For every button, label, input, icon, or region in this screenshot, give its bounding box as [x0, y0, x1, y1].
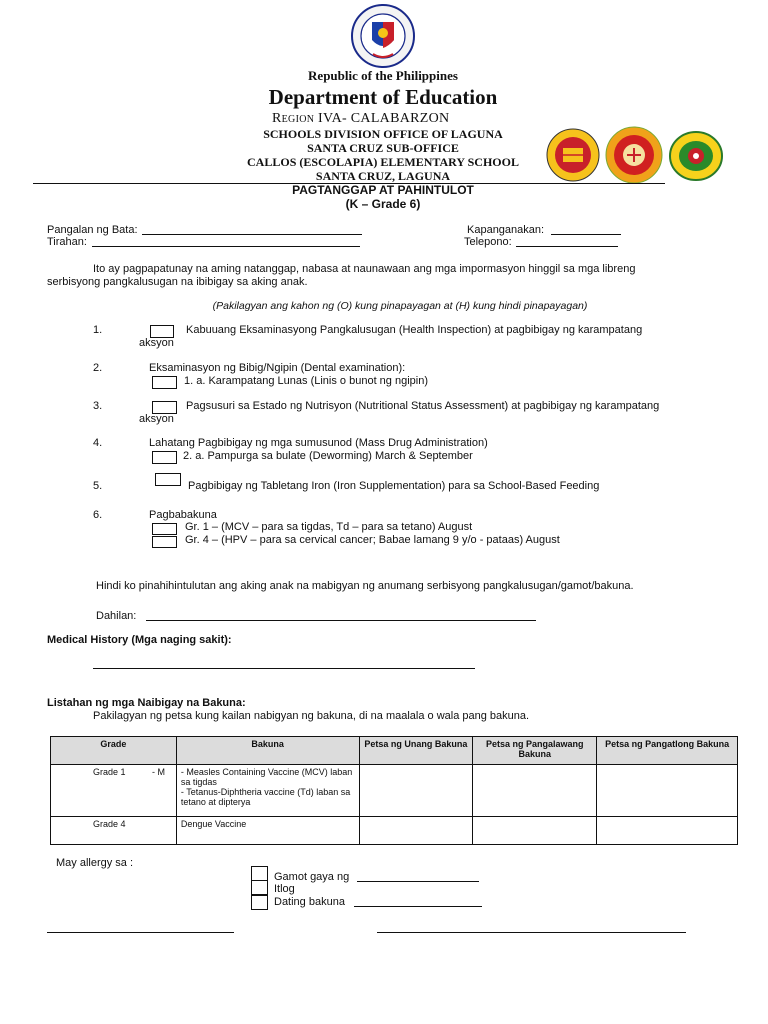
- row1-vaccine-2: - Tetanus-Diphtheria vaccine (Td) laban sa tetano at dipterya: [180, 787, 351, 807]
- region-line: Region IVA- CALABARZON: [272, 111, 450, 126]
- row1-grade-cell: [51, 765, 177, 817]
- row1-vaccine-1: - Measles Containing Vaccine (MCV) laban sa tigdas: [180, 767, 353, 787]
- item-6-gr1-checkbox[interactable]: [152, 523, 177, 535]
- kapanganakan-label: Kapanganakan:: [467, 224, 545, 236]
- form-subtitle: (K – Grade 6): [345, 197, 421, 211]
- dahilan-label: Dahilan:: [96, 610, 137, 622]
- signature-line-right[interactable]: [377, 932, 686, 933]
- allergy-dating-input[interactable]: [354, 906, 482, 907]
- school-logo-3: [669, 131, 723, 181]
- deped-seal: [345, 4, 421, 68]
- header-pangatlong: Petsa ng Pangatlong Bakuna: [597, 737, 738, 765]
- dahilan-input[interactable]: [146, 620, 536, 621]
- tirahan-label: Tirahan:: [47, 236, 87, 248]
- item-4-text: Lahatang Pagbibigay ng mga sumusunod (Mass Drug Administration): [149, 437, 488, 449]
- listahan-title: Listahan ng mga Naibigay na Bakuna:: [47, 697, 246, 709]
- item-2-number: 2.: [93, 362, 103, 374]
- row2-date-3[interactable]: [597, 817, 738, 845]
- header-grade: Grade: [51, 737, 177, 765]
- tirahan-input[interactable]: [92, 246, 360, 247]
- intro-paragraph: Ito ay pagpapatunay na aming natanggap, nabasa at naunawaan ang mga impormasyon hinggil sa mga libreng serbisyong pangkalusugan na ibibigay sa aking anak.: [47, 263, 636, 288]
- row2-bakuna-cell: [176, 817, 359, 845]
- republic-line: Republic of the Philippines: [308, 68, 458, 83]
- item-2a-checkbox[interactable]: [152, 376, 177, 389]
- item-5-number: 5.: [93, 480, 103, 492]
- item-5-checkbox[interactable]: [155, 473, 181, 486]
- signature-line-left[interactable]: [47, 932, 234, 933]
- row2-date-1[interactable]: [359, 817, 473, 845]
- item-2a-text: 1. a. Karampatang Lunas (Linis o bunot ng ngipin): [184, 375, 428, 387]
- item-6-number: 6.: [93, 509, 103, 521]
- item-4-number: 4.: [93, 437, 103, 449]
- row1-mark: - M: [152, 767, 166, 777]
- sub-office-line: SANTA CRUZ SUB-OFFICE: [307, 141, 459, 155]
- medical-history-input[interactable]: [93, 668, 475, 669]
- header-bakuna: Bakuna: [176, 737, 359, 765]
- school-logo-2: [605, 126, 663, 184]
- school-logo-1: [546, 128, 600, 182]
- item-6-gr4-checkbox[interactable]: [152, 536, 177, 548]
- item-3-text: Pagsusuri sa Estado ng Nutrisyon (Nutritional Status Assessment) at pagbibigay ng karampatang: [186, 400, 660, 412]
- item-1-text: Kabuuang Eksaminasyong Pangkalusugan (Health Inspection) at pagbibigay ng karampatang: [186, 324, 643, 336]
- instruction-text: (Pakilagyan ang kahon ng (O) kung pinapayagan at (H) kung hindi pinapayagan): [212, 300, 588, 312]
- item-3-cont: aksyon: [139, 413, 174, 425]
- telepono-label: Telepono:: [464, 236, 512, 248]
- allergy-label: May allergy sa :: [56, 857, 134, 869]
- division-line: SCHOOLS DIVISION OFFICE OF LAGUNA: [263, 127, 503, 141]
- table-row: [51, 817, 738, 845]
- row2-date-2[interactable]: [473, 817, 597, 845]
- item-5-text: Pagbibigay ng Tabletang Iron (Iron Supplementation) para sa School-Based Feeding: [188, 480, 600, 492]
- item-6-gr1-text: Gr. 1 – (MCV – para sa tigdas, Td – para sa tetano) August: [185, 521, 473, 533]
- refusal-text: Hindi ko pinahihintulutan ang aking anak na mabigyan ng anumang serbisyong pangkalusugan/gamot/bakuna.: [96, 580, 634, 592]
- kapanganakan-input[interactable]: [551, 234, 621, 235]
- allergy-gamot-input[interactable]: [357, 881, 479, 882]
- location-line: SANTA CRUZ, LAGUNA: [315, 169, 451, 183]
- telepono-input[interactable]: [516, 246, 618, 247]
- row1-date-3[interactable]: [597, 765, 738, 817]
- allergy-gamot-checkbox[interactable]: [251, 866, 268, 881]
- listahan-note: Pakilagyan ng petsa kung kailan nabigyan ng bakuna, di na maalala o wala pang bakuna.: [93, 710, 530, 722]
- row1-grade: Grade 1: [93, 767, 126, 777]
- row1-date-1[interactable]: [359, 765, 473, 817]
- row2-grade: Grade 4: [93, 819, 126, 829]
- row1-bakuna-cell: [176, 765, 359, 817]
- item-2-text: Eksaminasyon ng Bibig/Ngipin (Dental examination):: [149, 362, 406, 374]
- row1-date-2[interactable]: [473, 765, 597, 817]
- allergy-itlog-checkbox[interactable]: [251, 880, 268, 895]
- item-1-cont: aksyon: [139, 337, 174, 349]
- header-unang: Petsa ng Unang Bakuna: [359, 737, 473, 765]
- allergy-dating-label: Dating bakuna: [274, 896, 345, 908]
- row2-grade-cell: [51, 817, 177, 845]
- header-pangalawang: Petsa ng Pangalawang Bakuna: [473, 737, 597, 765]
- medical-history-label: Medical History (Mga naging sakit):: [47, 634, 232, 646]
- row2-vaccine-1: Dengue Vaccine: [180, 819, 247, 829]
- item-3-number: 3.: [93, 400, 103, 412]
- table-row: [51, 765, 738, 817]
- allergy-gamot-label: Gamot gaya ng: [274, 871, 350, 883]
- pangalan-input[interactable]: [142, 234, 362, 235]
- department-title: Department of Education: [268, 85, 498, 109]
- form-title: PAGTANGGAP AT PAHINTULOT: [292, 183, 474, 197]
- vaccine-table: [50, 736, 738, 845]
- item-1-number: 1.: [93, 324, 103, 336]
- item-4a-text: 2. a. Pampurga sa bulate (Deworming) March & September: [183, 450, 473, 462]
- pangalan-label: Pangalan ng Bata:: [47, 224, 138, 236]
- item-4a-checkbox[interactable]: [152, 451, 177, 464]
- item-6-text: Pagbabakuna: [149, 509, 217, 521]
- item-6-gr4-text: Gr. 4 – (HPV – para sa cervical cancer; Babae lamang 9 y/o - pataas) August: [185, 534, 560, 546]
- allergy-itlog-label: Itlog: [274, 883, 295, 895]
- school-line: CALLOS (ESCOLAPIA) ELEMENTARY SCHOOL: [247, 155, 519, 169]
- allergy-dating-checkbox[interactable]: [251, 895, 268, 910]
